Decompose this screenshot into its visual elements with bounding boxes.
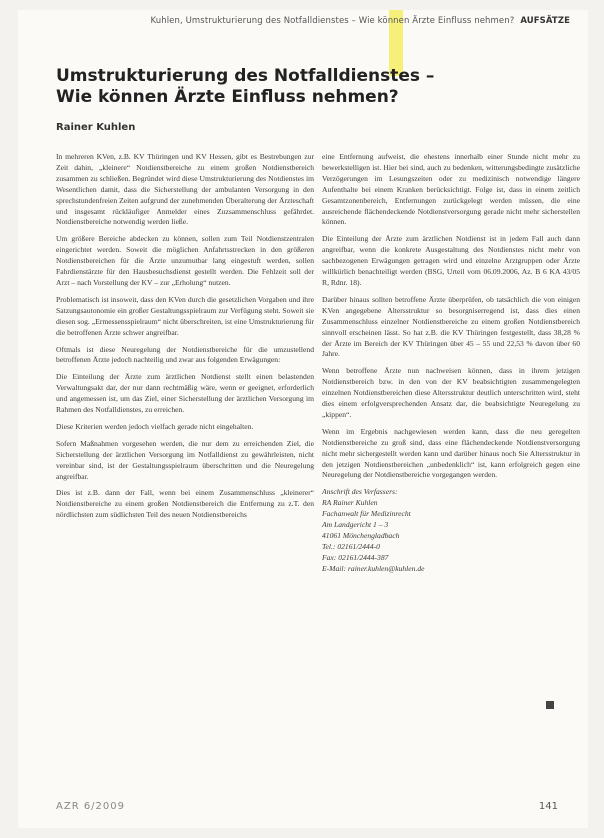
paragraph: Sofern Maßnahmen vorgesehen werden, die nur dem zu erreichenden Ziel, die Sicherstellung der ärztlichen Versorgung im Notfalldienst zu gewährleisten, nicht vereinbar sind, ist der Gestaltungsspielraum überschritten und die Neuregelung angreifbar. bbox=[56, 438, 314, 481]
title-line-1: Umstrukturierung des Notfalldienstes – bbox=[56, 66, 435, 86]
address-street: Am Landgericht 1 – 3 bbox=[322, 520, 389, 530]
paragraph: eine Entfernung aufweist, die ehestens innerhalb einer Stunde nicht mehr zu bewerkstelligen ist. Hier bei sind, auch zu bedenken, witterungsbedingte zusätzliche Verzögerungen im Lesungszeiten oder zu medizinisch notwendige längere Aufenthalte bei einem Kranken berücksichtigt. Folge ist, dass in einem zeitlich Gesamtzonenbereich, Entfernungen zurückgelegt werden müssen, die eine ausreichende flächendeckende Notdienstversorgung gerade nicht mehr sicherstellen können. bbox=[322, 152, 580, 227]
address-email: E-Mail: rainer.kuhlen@kuhlen.de bbox=[322, 563, 425, 573]
running-head-text: Kuhlen, Umstrukturierung des Notfalldienstes – Wie können Ärzte Einfluss nehmen? bbox=[150, 16, 515, 26]
paragraph: Darüber hinaus sollten betroffene Ärzte überprüfen, ob tatsächlich die von einigen KVen angegebene Altersstruktur so besorgniserregend ist, dass dies einen Zusammenschluss einzelner Notdienstbereiche zu einem großen Notdienstbereich sinnvoll erscheinen lässt. So hat z.B. die KV Thüringen festgestellt, dass 38,28 % der Ärzte im Bereich der KV Thüringen über 45 – 55 und 22,53 % davon über 60 Jahre. bbox=[322, 294, 580, 359]
paragraph: Um größere Bereiche abdecken zu können, sollen zum Teil Notdienstzentralen eingerichtet werden. Soweit die möglichen Anfahrtsstrecken in den größeren Notdienstbereichen für die Ärzte unzumutbar lang eingestuft werden, sollen Fahrdienstärzte für den Hausbesuchsdienst gestellt werden. Die Fehlzeit soll der Arzt – nach Vorstellung der KV – zur „Erholung“ nutzen. bbox=[56, 234, 314, 287]
title-line-2: Wie können Ärzte Einfluss nehmen? bbox=[56, 87, 399, 107]
address-heading: Anschrift des Verfassers: bbox=[322, 487, 398, 497]
address-city: 41061 Mönchengladbach bbox=[322, 531, 400, 540]
author-address bbox=[322, 487, 580, 574]
right-column bbox=[322, 152, 580, 575]
page-number: 141 bbox=[538, 801, 558, 812]
journal-issue: AZR 6/2009 bbox=[56, 801, 125, 812]
article-title bbox=[56, 66, 526, 108]
paragraph: Oftmals ist diese Neuregelung der Notdienstbereiche für die umzustellend betroffenen Ärzte jedoch nachteilig und zwar aus folgenden Erwägungen: bbox=[56, 344, 314, 365]
paragraph: Problematisch ist insoweit, dass den KVen durch die gesetzlichen Vorgaben und ihre Satzungsautonomie ein großer Gestaltungsspielraum zur Verfügung steht. Soweit sie diesen sog. „Ermessensspielraum“ nicht überschreiten, ist eine Umstrukturierung für die betroffenen Ärzte schwer angreifbar. bbox=[56, 294, 314, 337]
paragraph: In mehreren KVen, z.B. KV Thüringen und KV Hessen, gibt es Bestrebungen zur Zeit dahin, „kleinere“ Notdienstbereiche zu einem großen Notdienstbereich zusammen zu schließen. Begründet wird diese Umstrukturierung des Notdienstes im Wesentlichen damit, dass die Sicherstellung der ambulanten Versorgung in den sprechstundenfreien Zeiten aufgrund der zunehmenden Überalterung der Ärzteschaft und insgesamt rückläufiger Anmelder eines Zuzsammenschluss gefährdet. Notdienstbereiche notwendig werden ließe. bbox=[56, 152, 314, 227]
article-author: Rainer Kuhlen bbox=[56, 122, 136, 133]
rubric-label: AUFSÄTZE bbox=[520, 16, 570, 26]
paragraph: Wenn im Ergebnis nachgewiesen werden kann, dass die neu geregelten Notdienstbereiche zu groß sind, dass eine flächendeckende Notdienstversorgung nicht mehr sichergestellt werden kann und darüber hinaus noch Sie Altersstruktur in den jetzigen Notdienstbereichen „unbedenklich“ ist, kann erfolgreich gegen eine Neuregelung der Notdienstbereiche vorgegangen werden. bbox=[322, 426, 580, 480]
address-name: RA Rainer Kuhlen bbox=[322, 498, 378, 508]
address-firm: Fachanwalt für Medizinrecht bbox=[322, 509, 411, 519]
journal-page bbox=[18, 10, 588, 828]
paragraph: Dies ist z.B. dann der Fall, wenn bei einem Zusammenschluss „kleinerer“ Notdienstbereiche zu einem großen Notdienstbereich die Entfernung zu z.T. den nördlichsten zum südlichsten Teil des neuen Notdienstbereichs bbox=[56, 488, 314, 520]
paragraph: Wenn betroffene Ärzte nun nachweisen können, dass in ihrem jetzigen Notdienstbereich bzw. in den von der KV beabsichtigten zusammengelegten einzelnen Notdienstbereichen diese Altersstruktur deutlich unterschritten wird, steht dies einem erfolgversprechenden Ansatz dar, die beabsichtigte Neuregelung zu „kippen“. bbox=[322, 366, 580, 419]
paragraph: Die Einteilung der Ärzte zum ärztlichen Notdienst ist in jedem Fall auch dann angreifbar, wenn die konkrete Ausgestaltung des Notdienstes nicht mehr von sachbezogenen Erwägungen getragen wird und einzelne Arztgruppen oder Ärzte willkürlich benachteiligt werden (BSG, Urteil vom 06.09.2006, Az. B 6 KA 43/05 R, Rdnr. 18). bbox=[322, 234, 580, 287]
running-head bbox=[151, 16, 571, 26]
address-tel: Tel.: 02161/2444-0 bbox=[322, 541, 380, 551]
paragraph: Die Einteilung der Ärzte zum ärztlichen Notdienst stellt einen belastenden Verwaltungsakt dar, der nur dann rechtmäßig wäre, wenn er geeignet, erforderlich und angemessen ist, um das Ziel, einer Sicherstellung der ärztlichen Versorgung im Rahmen des Notfalldienstes, zu erreichen. bbox=[56, 372, 314, 415]
end-of-article-mark bbox=[546, 701, 554, 709]
address-fax: Fax: 02161/2444-387 bbox=[322, 552, 389, 562]
paragraph: Diese Kriterien werden jedoch vielfach gerade nicht eingehalten. bbox=[56, 421, 254, 431]
left-column bbox=[56, 152, 314, 527]
